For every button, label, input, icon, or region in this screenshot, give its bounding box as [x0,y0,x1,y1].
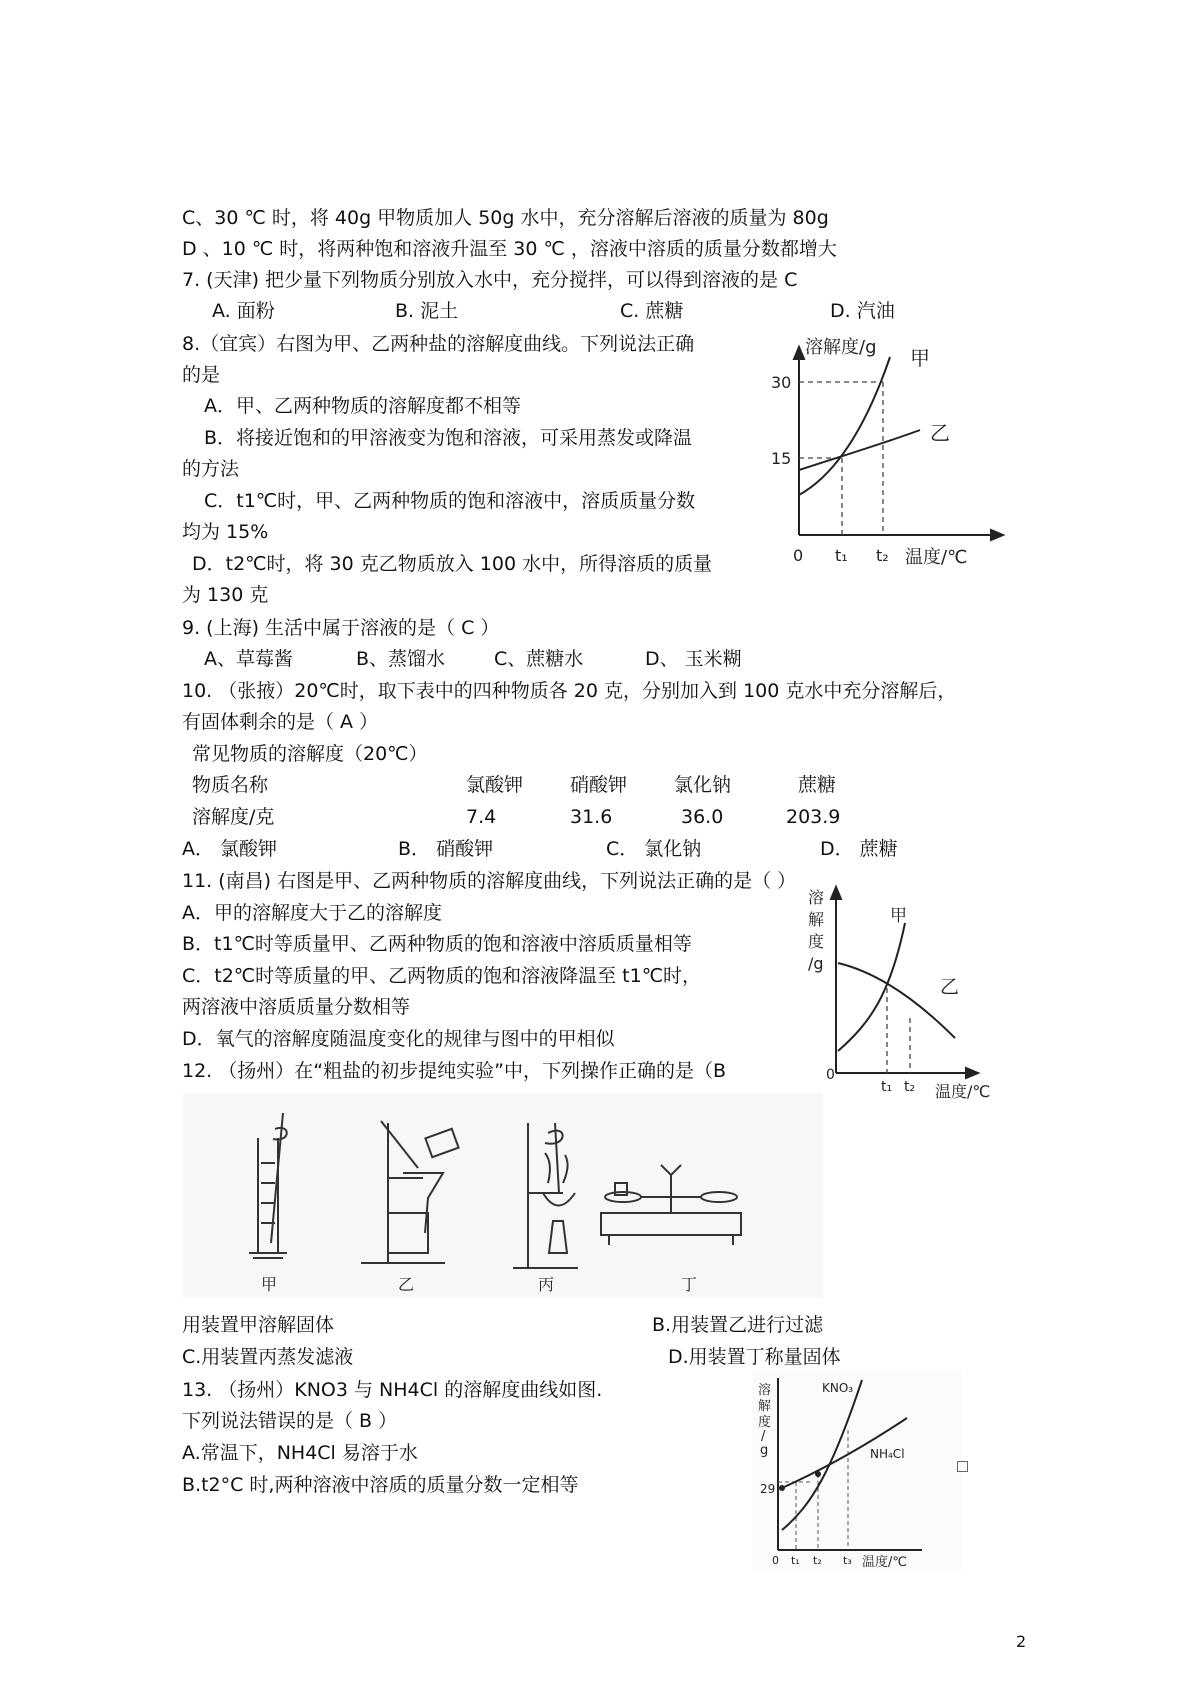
q8-xlabel: 温度/℃ [905,547,968,568]
q13-ylabel-1: 溶 [758,1383,772,1398]
q11-xtick-t2: t₂ [904,1079,916,1095]
q12-label-yi: 乙 [398,1275,415,1294]
q8-solubility-chart [765,335,1005,575]
q8-ylabel: 溶解度/g [805,337,877,358]
q6-option-c: C、30 ℃ 时，将 40g 甲物质加人 50g 水中，充分溶解后溶液的质量为 80g [182,207,829,229]
q9-option-b: B、蒸馏水 [356,648,446,670]
q13-solubility-chart [752,1370,962,1572]
q13-stem-2: 下列说法错误的是（ B ） [182,1410,398,1432]
q9-option-d: D、 玉米糊 [645,648,742,670]
q11-option-a: A．甲的溶解度大于乙的溶解度 [182,902,442,924]
q8-option-c-1: C．t1℃时，甲、乙两种物质的饱和溶液中，溶质质量分数 [204,490,696,512]
q7-option-d: D. 汽油 [830,300,895,322]
q8-ytick-30: 30 [771,373,792,392]
q13-ylabel-3: 度 [758,1415,772,1430]
q11-option-c-1: C．t2℃时等质量的甲、乙两物质的饱和溶液降温至 t1℃时， [182,965,702,987]
q12-stem: 12. （扬州）在“粗盐的初步提纯实验”中，下列操作正确的是（B [182,1060,726,1082]
q10-option-b: B． 硝酸钾 [398,838,494,860]
q11-xtick-0: 0 [826,1067,835,1083]
q11-xtick-t1: t₁ [881,1079,893,1095]
q11-curve-yi [838,963,955,1038]
q9-option-a: A、草莓酱 [204,648,293,670]
q8-option-a: A．甲、乙两种物质的溶解度都不相等 [204,395,521,417]
q10-option-d: D． 蔗糖 [820,838,898,860]
q7-option-b: B. 泥土 [395,300,459,322]
q8-xtick-0: 0 [793,546,804,565]
q8-ytick-15: 15 [771,449,792,468]
q6-option-d: D 、10 ℃ 时，将两种饱和溶液升温至 30 ℃ ，溶液中溶质的质量分数都增大 [182,238,837,260]
q10-stem-2: 有固体剩余的是（ A ） [182,711,379,733]
q11-ylabel-1: 溶 [808,888,825,907]
q10-option-c: C． 氯化钠 [606,838,702,860]
q12-option-a: 用装置甲溶解固体 [182,1314,335,1336]
q8-stem-2: 的是 [182,364,221,386]
q8-option-c-2: 均为 15% [182,521,269,543]
q9-stem: 9. (上海) 生活中属于溶液的是（ C ） [182,617,500,639]
q10-stem-1: 10. （张掖）20℃时，取下表中的四种物质各 20 克，分别加入到 100 克水中充分溶解后， [182,680,957,702]
q13-xtick-0: 0 [772,1554,779,1567]
q13-xtick-t3: t₃ [843,1554,852,1567]
q10-table-header-nacl: 氯化钠 [674,774,732,796]
q8-xtick-t1: t₁ [835,546,848,565]
q10-table-value-kclo3: 7.4 [466,806,497,828]
q12-option-c: C.用装置丙蒸发滤液 [182,1346,354,1368]
q13-stem-1: 13. （扬州）KNO3 与 NH4Cl 的溶解度曲线如图. [182,1379,603,1401]
q13-xtick-t1: t₁ [791,1554,800,1567]
q13-series-kno3-label: KNO₃ [822,1381,854,1395]
q11-ylabel-4: /g [808,954,824,973]
q8-option-d-2: 为 130 克 [182,584,269,606]
q12-label-jia: 甲 [261,1275,278,1294]
q11-option-d: D．氧气的溶解度随温度变化的规律与图中的甲相似 [182,1028,615,1050]
placeholder-box [957,1461,968,1472]
q12-option-b: B.用装置乙进行过滤 [652,1314,824,1336]
q13-ylabel-2: 解 [758,1399,772,1414]
q8-option-b-1: B．将接近饱和的甲溶液变为饱和溶液，可采用蒸发或降温 [204,427,693,449]
q10-table-header-name: 物质名称 [192,774,269,796]
q10-table-value-sucrose: 203.9 [786,806,841,828]
q12-apparatus-figure [183,1093,823,1298]
q8-curve-jia [799,357,890,495]
q8-option-d-1: D．t2℃时，将 30 克乙物质放入 100 水中，所得溶质的质量 [192,553,713,575]
q10-option-a: A． 氯酸钾 [182,838,278,860]
q10-table-header-sucrose: 蔗糖 [798,774,837,796]
q11-solubility-chart [800,883,1010,1103]
q11-xlabel: 温度/℃ [935,1082,991,1101]
q11-stem: 11. (南昌) 右图是甲、乙两种物质的溶解度曲线，下列说法正确的是（ ） [182,870,797,892]
q7-stem: 7. (天津) 把少量下列物质分别放入水中，充分搅拌，可以得到溶液的是 C [182,269,798,291]
q12-label-bing: 丙 [538,1275,555,1294]
q9-option-c: C、蔗糖水 [494,648,584,670]
q8-xtick-t2: t₂ [876,546,889,565]
q13-ylabel-5: g [760,1443,769,1458]
q8-curve-yi [799,430,920,470]
q8-series-yi-label: 乙 [930,421,950,445]
q12-option-d: D.用装置丁称量固体 [668,1346,841,1368]
q13-series-nh4cl-label: NH₄Cl [870,1447,905,1461]
q11-curve-jia [838,923,905,1051]
q11-option-b: B．t1℃时等质量甲、乙两种物质的饱和溶液中溶质质量相等 [182,933,692,955]
q13-option-b: B.t2°C 时,两种溶液中溶质的质量分数一定相等 [182,1474,579,1496]
q8-series-jia-label: 甲 [910,346,930,370]
q13-option-a: A.常温下，NH4Cl 易溶于水 [182,1442,418,1464]
q10-table-header-kno3: 硝酸钾 [570,774,628,796]
q10-table-value-kno3: 31.6 [570,806,613,828]
q13-xlabel: 温度/℃ [862,1555,907,1570]
q11-ylabel-3: 度 [808,932,825,951]
q12-label-ding: 丁 [681,1275,698,1294]
q13-ytick-29: 29 [760,1482,776,1496]
q13-xtick-t2: t₂ [813,1554,822,1567]
q13-ylabel-4: / [761,1429,766,1444]
q10-table-caption: 常见物质的溶解度（20℃） [192,743,428,765]
q10-table-row-label: 溶解度/克 [192,806,275,828]
q11-ylabel-2: 解 [808,910,825,929]
q11-series-jia-label: 甲 [890,906,907,926]
q11-option-c-2: 两溶液中溶质质量分数相等 [182,996,411,1018]
page-number: 2 [1016,1632,1027,1651]
q8-stem-1: 8.（宜宾）右图为甲、乙两种盐的溶解度曲线。下列说法正确 [182,333,695,355]
q11-series-yi-label: 乙 [940,976,960,998]
q8-option-b-2: 的方法 [182,458,240,480]
q10-table-header-kclo3: 氯酸钾 [466,774,524,796]
q10-table-value-nacl: 36.0 [681,806,724,828]
q7-option-a: A. 面粉 [212,300,275,322]
q7-option-c: C. 蔗糖 [620,300,684,322]
